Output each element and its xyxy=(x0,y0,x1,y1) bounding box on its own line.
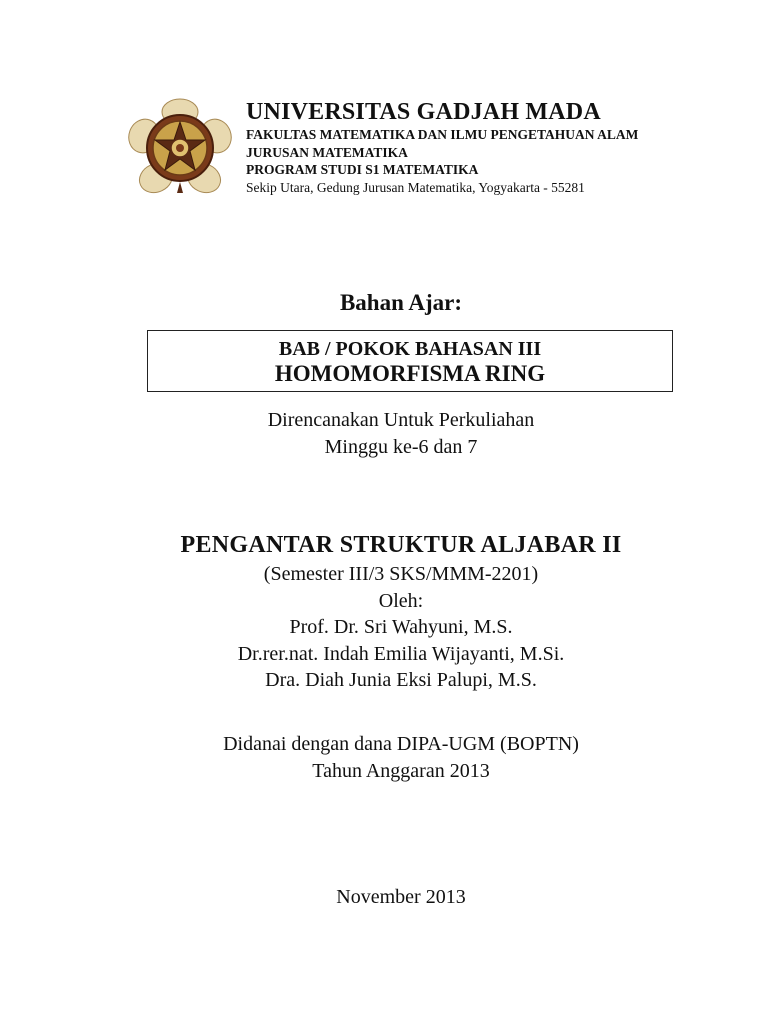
address: Sekip Utara, Gedung Jurusan Matematika, Yogyakarta - 55281 xyxy=(246,179,585,195)
department-name: JURUSAN MATEMATIKA xyxy=(246,144,408,160)
chapter-topic: HOMOMORFISMA RING xyxy=(274,361,546,386)
funding-line-2: Tahun Anggaran 2013 xyxy=(312,760,490,782)
funding-info xyxy=(0,731,768,785)
program-name: PROGRAM STUDI S1 MATEMATIKA xyxy=(246,162,479,177)
by-label: Oleh: xyxy=(378,589,424,612)
course-details: (Semester III/3 SKS/MMM-2201) xyxy=(263,563,539,585)
course-authors xyxy=(0,561,768,694)
university-name: UNIVERSITAS GADJAH MADA xyxy=(246,99,601,125)
material-label: Bahan Ajar: xyxy=(339,290,463,315)
letterhead xyxy=(246,98,746,196)
plan-line-2: Minggu ke-6 dan 7 xyxy=(324,436,478,458)
plan-line-1: Direncanakan Untuk Perkuliahan xyxy=(267,409,535,431)
faculty-name: FAKULTAS MATEMATIKA DAN ILMU PENGETAHUAN ALAM xyxy=(246,127,639,142)
author-name: Dr.rer.nat. Indah Emilia Wijayanti, M.Si. xyxy=(237,642,565,665)
publication-date: November 2013 xyxy=(336,886,466,908)
university-seal-icon xyxy=(128,98,232,196)
chapter-box xyxy=(147,330,673,392)
funding-line-1: Didanai dengan dana DIPA-UGM (BOPTN) xyxy=(223,733,579,755)
chapter-number: BAB / POKOK BAHASAN III xyxy=(278,338,542,360)
schedule-plan xyxy=(0,407,768,461)
author-name: Dra. Diah Junia Eksi Palupi, M.S. xyxy=(265,669,537,691)
course-title: PENGANTAR STRUKTUR ALJABAR II xyxy=(180,532,622,558)
author-name: Prof. Dr. Sri Wahyuni, M.S. xyxy=(289,616,513,638)
